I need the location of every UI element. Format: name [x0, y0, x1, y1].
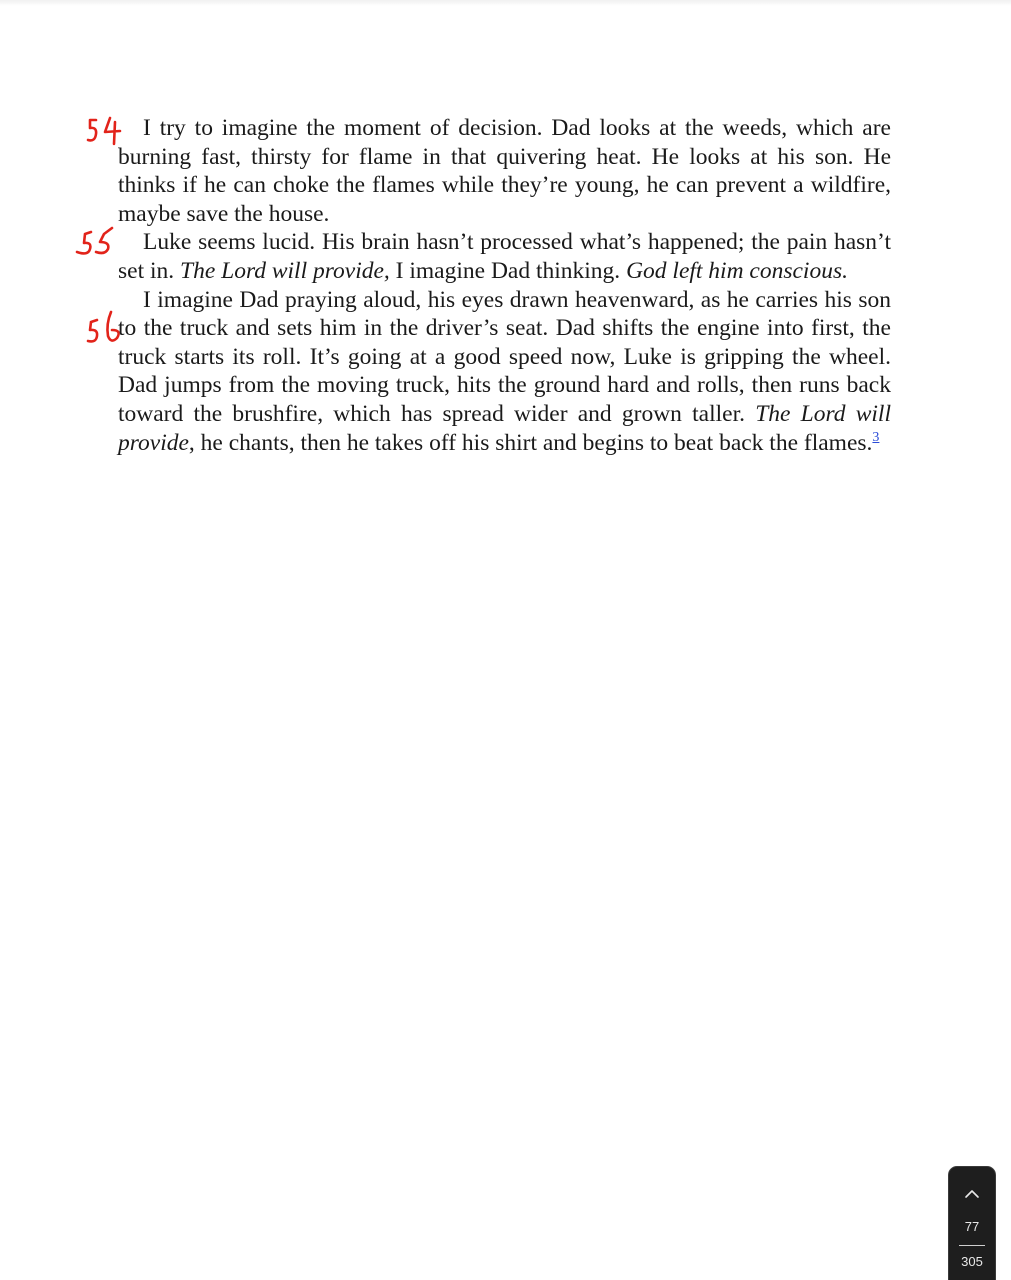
- paragraph-text: I imagine Dad praying aloud, his eyes drawn heavenward, as he carries his son to the truck and sets him in the driver’s seat. Dad shifts the engine into first, the truck starts its roll. It’s going at a good speed now, Luke is gripping the wheel. Dad jumps from the moving truck, hits the ground hard and rolls, then runs back toward the brushfire, which has spread wider and grown taller.: [118, 286, 891, 427]
- annotation-55: [74, 226, 118, 260]
- paragraph-text: I try to imagine the moment of decision. Dad looks at the weeds, which are burning fast, thirsty for flame in that quivering heat. He looks at his son. He thinks if he can choke the flames while they’re young, he can prevent a wildfire, maybe save the house.: [118, 115, 891, 227]
- italic-text: God left him conscious.: [626, 257, 848, 284]
- paragraph-text: I imagine Dad thinking.: [389, 257, 627, 284]
- page-navigator[interactable]: [948, 1166, 996, 1280]
- paragraph-text: , he chants, then he takes off his shirt and begins to beat back the flames.: [188, 429, 873, 456]
- book-page-text: [118, 114, 891, 457]
- top-shadow: [0, 0, 1011, 6]
- chevron-up-icon[interactable]: [949, 1183, 995, 1203]
- page-divider: [959, 1245, 985, 1246]
- paragraph: [118, 228, 891, 285]
- paragraph-text: Luke seems lucid. His brain hasn’t processed what’s happened; the pain hasn’t set in.: [118, 229, 891, 284]
- paragraph: [118, 286, 891, 458]
- italic-text: The Lord will provide,: [180, 257, 390, 284]
- current-page-number: 77: [964, 1219, 980, 1234]
- paragraph: [118, 114, 891, 228]
- footnote-link[interactable]: 3: [872, 429, 880, 445]
- total-pages-number: 305: [961, 1254, 983, 1269]
- italic-text: The Lord will provide: [118, 400, 891, 456]
